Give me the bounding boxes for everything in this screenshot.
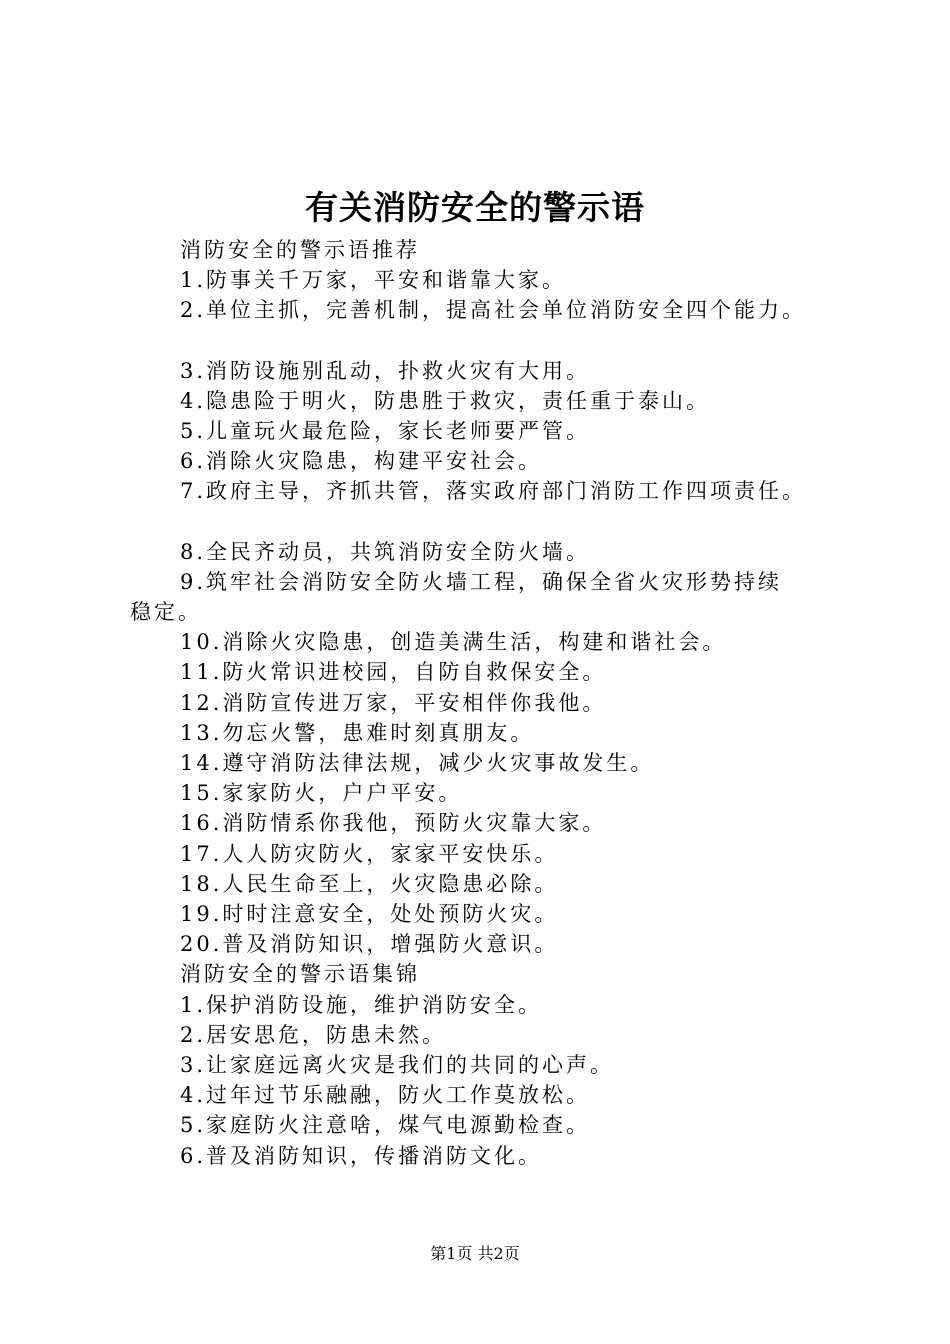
document-title: 有关消防安全的警示语 xyxy=(305,188,645,227)
slogan-line: 11.防火常识进校园，自防自救保安全。 xyxy=(180,660,607,685)
slogan-line: 16.消防情系你我他，预防火灾靠大家。 xyxy=(180,811,607,836)
slogan-line: 2.居安思危，防患未然。 xyxy=(180,1022,447,1047)
slogan-line: 13.勿忘火警，患难时刻真朋友。 xyxy=(180,720,535,745)
slogan-line-continuation: 稳定。 xyxy=(130,600,202,625)
slogan-line: 12.消防宣传进万家，平安相伴你我他。 xyxy=(180,690,607,715)
slogan-line: 1.保护消防设施，维护消防安全。 xyxy=(180,992,543,1017)
slogan-line: 9.筑牢社会消防安全防火墙工程，确保全省火灾形势持续 xyxy=(180,569,783,594)
slogan-line: 3.消防设施别乱动，扑救火灾有大用。 xyxy=(180,358,591,383)
slogan-line: 20.普及消防知识，增强防火意识。 xyxy=(180,932,559,957)
slogan-line: 6.普及消防知识，传播消防文化。 xyxy=(180,1143,543,1168)
section-heading-collection: 消防安全的警示语集锦 xyxy=(180,962,420,987)
slogan-line: 2.单位主抓，完善机制，提高社会单位消防安全四个能力。 xyxy=(180,298,807,323)
slogan-line: 8.全民齐动员，共筑消防安全防火墙。 xyxy=(180,539,591,564)
slogan-line: 5.儿童玩火最危险，家长老师要严管。 xyxy=(180,419,591,444)
slogan-line: 19.时时注意安全，处处预防火灾。 xyxy=(180,902,559,927)
slogan-line: 14.遵守消防法律法规，减少火灾事故发生。 xyxy=(180,751,655,776)
section-heading-recommend: 消防安全的警示语推荐 xyxy=(180,238,420,262)
slogan-line: 4.过年过节乐融融，防火工作莫放松。 xyxy=(180,1083,591,1108)
slogan-line: 17.人人防灾防火，家家平安快乐。 xyxy=(180,841,559,866)
slogan-line: 1.防事关千万家，平安和谐靠大家。 xyxy=(180,268,567,293)
slogan-line: 5.家庭防火注意啥，煤气电源勤检查。 xyxy=(180,1113,591,1138)
slogan-line: 15.家家防火，户户平安。 xyxy=(180,781,463,806)
slogan-line: 3.让家庭远离火灾是我们的共同的心声。 xyxy=(180,1053,615,1078)
slogan-line: 18.人民生命至上，火灾隐患必除。 xyxy=(180,871,559,896)
slogan-line: 7.政府主导，齐抓共管，落实政府部门消防工作四项责任。 xyxy=(180,479,807,504)
document-body xyxy=(130,235,850,1171)
page-indicator: 第1页 共2页 xyxy=(430,1244,520,1263)
slogan-line: 4.隐患险于明火，防患胜于救灾，责任重于泰山。 xyxy=(180,388,711,413)
slogan-line: 6.消除火灾隐患，构建平安社会。 xyxy=(180,449,543,474)
slogan-line: 10.消除火灾隐患，创造美满生活，构建和谐社会。 xyxy=(180,630,727,655)
